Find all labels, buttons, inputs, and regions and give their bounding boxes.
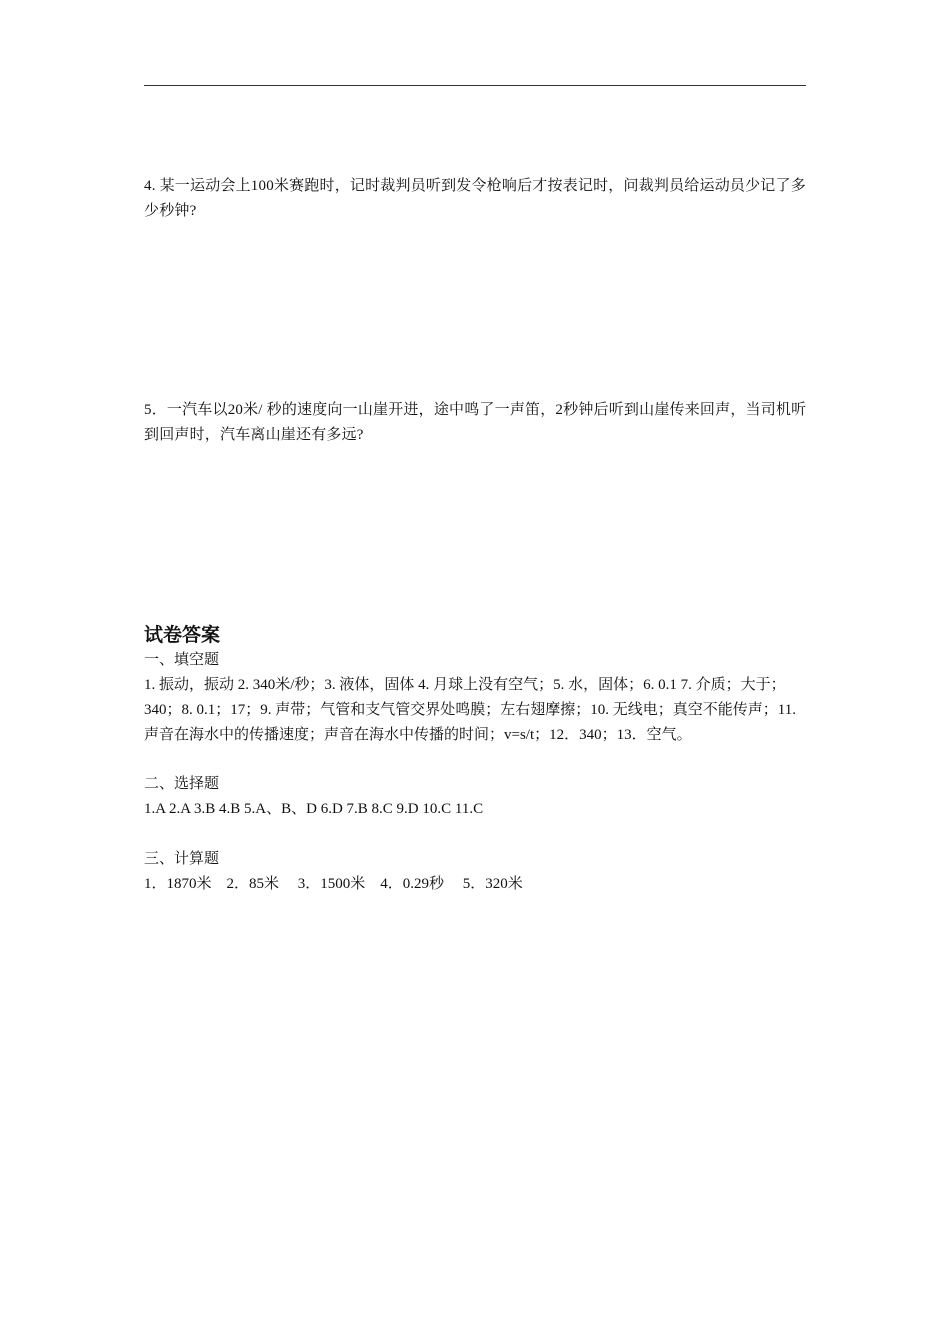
section-body: 1．1870米 2．85米 3．1500米 4．0.29秒 5．320米 (144, 876, 523, 892)
answer-section-calculation (144, 847, 810, 897)
answer-section-multiple-choice (144, 772, 810, 822)
question-5: 5．一汽车以20米/ 秒的速度向一山崖开进，途中鸣了一声笛，2秒钟后听到山崖传来回声，当司机听到回声时，汽车离山崖还有多远? (144, 402, 807, 443)
section-title: 三、计算题 (144, 851, 220, 867)
question-4: 4. 某一运动会上100米赛跑时，记时裁判员听到发令枪响后才按表记时，问裁判员给运动员少记了多少秒钟? (144, 178, 806, 219)
section-title: 一、填空题 (144, 652, 220, 668)
section-title: 二、选择题 (144, 776, 220, 792)
answers-title: 试卷答案 (144, 624, 221, 646)
section-body: 1. 振动，振动 2. 340米/秒；3. 液体，固体 4. 月球上没有空气；5. 水，固体；6. 0.1 7. 介质；大于；340；8. 0.1；17；9. 声带；气管和支气管交界处鸣膜；左右翅摩擦；10. 无线电；真空不能传声；11. 声音在海水中的传播速度；声音在海水中传播的时间；v=s/t；12．340；13．空气。 (144, 677, 796, 743)
answer-section-fill-in (144, 648, 810, 748)
section-body: 1.A 2.A 3.B 4.B 5.A、B、D 6.D 7.B 8.C 9.D 10.C 11.C (144, 801, 484, 817)
header-rule (144, 85, 806, 86)
